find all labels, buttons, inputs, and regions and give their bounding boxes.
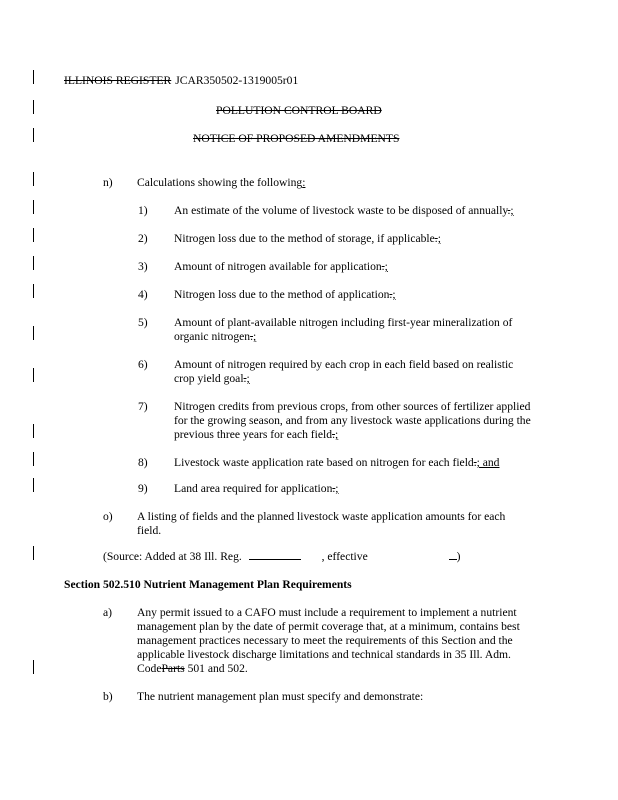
sub-5-text: Amount of plant-available nitrogen including first-year mineralization of organic nitrogen.; [174,316,513,343]
change-bar [33,228,34,242]
sub-7-num: 7) [138,400,148,413]
change-bar [33,424,34,438]
change-bar [33,326,34,340]
change-bar [33,660,34,674]
sub-9-num: 9) [138,482,148,495]
item-n-intro: Calculations showing the following: [137,176,306,189]
section-a-text: Any permit issued to a CAFO must include a requirement to implement a nutrient management plan by the date of permit coverage that, at a minimum, contains best management practices necessary to meet the requirements of this Section and the applicable livestock discharge limitations and technical standards in 35 Ill. Adm. CodeParts 501 and 502. [137,606,520,675]
sub-3-num: 3) [138,260,148,273]
sub-5-num: 5) [138,316,148,329]
change-bar [33,452,34,466]
sub-8-text: Livestock waste application rate based on nitrogen for each field.; and [174,456,500,469]
change-bar [33,200,34,214]
register-header [64,74,298,88]
sub-7-text: Nitrogen credits from previous crops, from other sources of fertilizer applied for the growing season, and from any livestock waste applications during the previous three years for each field.; [174,400,531,441]
change-bar [33,172,34,186]
item-n-label: n) [103,176,113,189]
sub-2-num: 2) [138,232,148,245]
effective-blank [449,551,457,560]
register-doc-id: JCAR350502-1319005r01 [175,74,299,87]
section-title: Section 502.510 Nutrient Management Plan Requirements [64,578,352,591]
sub-6-num: 6) [138,358,148,371]
change-bar [33,70,34,84]
item-o-label: o) [103,510,113,523]
sub-8-num: 8) [138,456,148,469]
register-title: ILLINOIS REGISTER [64,74,172,87]
change-bar [33,100,34,114]
sub-6-text: Amount of nitrogen required by each crop in each field based on realistic crop yield goal.; [174,358,514,385]
section-a-label: a) [103,606,113,619]
notice-title: NOTICE OF PROPOSED AMENDMENTS [193,132,400,145]
section-b-label: b) [103,690,113,703]
reg-blank [249,551,301,560]
sub-9-text: Land area required for application.; [174,482,339,495]
change-bar [33,256,34,270]
sub-4-num: 4) [138,288,148,301]
sub-3-text: Amount of nitrogen available for application.; [174,260,388,273]
item-o-text: A listing of fields and the planned livestock waste application amounts for each field. [137,510,506,537]
section-b-text: The nutrient management plan must specify and demonstrate: [137,690,424,703]
sub-1-text: An estimate of the volume of livestock waste to be disposed of annually.; [174,204,514,217]
intro-strike: : [302,176,306,189]
sub-4-text: Nitrogen loss due to the method of application.; [174,288,396,301]
change-bar [33,128,34,142]
sub-1-num: 1) [138,204,148,217]
change-bar [33,284,34,298]
change-bar [33,368,34,382]
change-bar [33,478,34,492]
source-note: (Source: Added at 38 Ill. Reg. , effective ) [103,550,461,563]
board-name: POLLUTION CONTROL BOARD [216,104,382,117]
sub-2-text: Nitrogen loss due to the method of storage, if applicable.; [174,232,441,245]
change-bar [33,546,34,560]
